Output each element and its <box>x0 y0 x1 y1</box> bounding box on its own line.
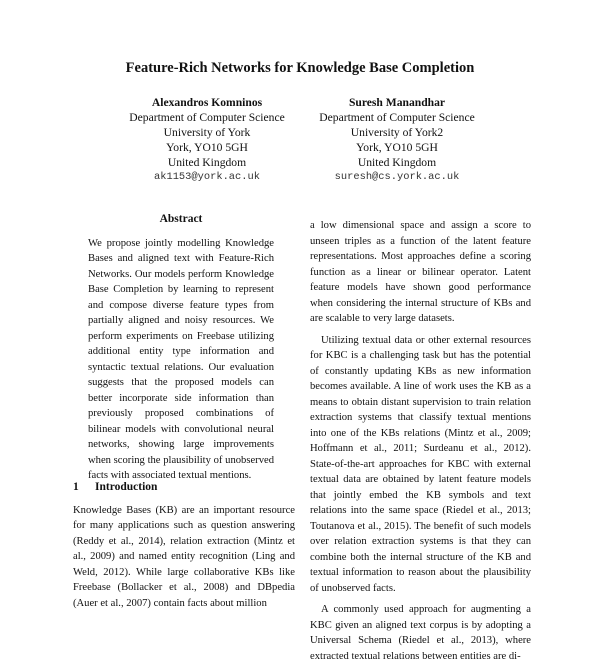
author-email: ak1153@york.ac.uk <box>153 171 260 183</box>
body-paragraph: A commonly used approach for augmenting a KBC given an aligned text corpus is by adopting a Universal Schema (Riedel et al., 2013), where extracted textual relations between entities are di- <box>310 604 531 662</box>
section-heading <box>73 480 295 496</box>
section-number: 1 <box>73 481 79 493</box>
paper-title: Feature-Rich Networks for Knowledge Base Completion <box>125 60 475 76</box>
author-department: Department of Computer Science <box>129 111 285 124</box>
author-university: University of York <box>163 126 251 139</box>
author-email: suresh@cs.york.ac.uk <box>334 171 460 183</box>
author-department: Department of Computer Science <box>319 111 475 124</box>
author-country: United Kingdom <box>357 156 437 169</box>
right-column <box>310 218 531 670</box>
abstract-section <box>88 212 274 490</box>
author-name: Alexandros Komninos <box>151 96 263 109</box>
body-paragraph: a low dimensional space and assign a score to unseen triples as a function of the latent feature representations. Most approaches define a scoring function as a linear or bilinear operator. Latent feature models have shown good performance when considering the internal structure of KBs and are scalable to very large datasets. <box>310 220 531 324</box>
author-block-1 <box>97 95 317 185</box>
section-title: Introduction <box>95 481 158 493</box>
abstract-text: We propose jointly modelling Knowledge Bases and aligned text with Feature-Rich Networks. Our models perform Knowledge Base Completion by learning to represent and compose diverse feature types from partially aligned and noisy resources. We perform experiments on Freebase utilizing additional entity type information and syntactic textual relations. Our evaluation suggests that the proposed models can better incorporate side information than previously proposed combinations of bilinear models with convolutional neural networks, showing large improvements when scoring the plausibility of unobserved facts with associated textual mentions. <box>88 237 274 481</box>
body-paragraph: Utilizing textual data or other external resources for KBC is a challenging task but has the potential of constantly updating KBs as new information becomes available. A line of work uses the KB as a means to obtain distant supervision to train relation extraction systems that classify textual mentions into one of the KBs relations (Mintz et al., 2009; Hoffmann et al., 2011; Surdeanu et al., 2012). State-of-the-art approaches for KBC with external textual data are obtained by latent feature models that jointly embed the KB symbols and text relations into the same space (Riedel et al., 2013; Toutanova et al., 2015). The benefit of such models over relation extraction systems is that they can combine both the internal structure of the KB and textual information to reason about the plausibility of unobserved facts. <box>310 334 531 594</box>
author-city: York, YO10 5GH <box>166 141 248 154</box>
author-block-2 <box>287 95 507 185</box>
introduction-section <box>73 480 295 617</box>
author-city: York, YO10 5GH <box>356 141 438 154</box>
author-university: University of York2 <box>350 126 444 139</box>
author-name: Suresh Manandhar <box>348 96 446 109</box>
abstract-heading: Abstract <box>159 213 203 225</box>
body-paragraph: Knowledge Bases (KB) are an important resource for many applications such as question answering (Reddy et al., 2014), relation extraction (Mintz et al., 2009) and named entity recognition (Ling and Weld, 2012). While large collaborative KBs like Freebase (Bollacker et al., 2008) and DBpedia (Auer et al., 2007) contain facts about million <box>73 504 295 609</box>
author-country: United Kingdom <box>167 156 247 169</box>
